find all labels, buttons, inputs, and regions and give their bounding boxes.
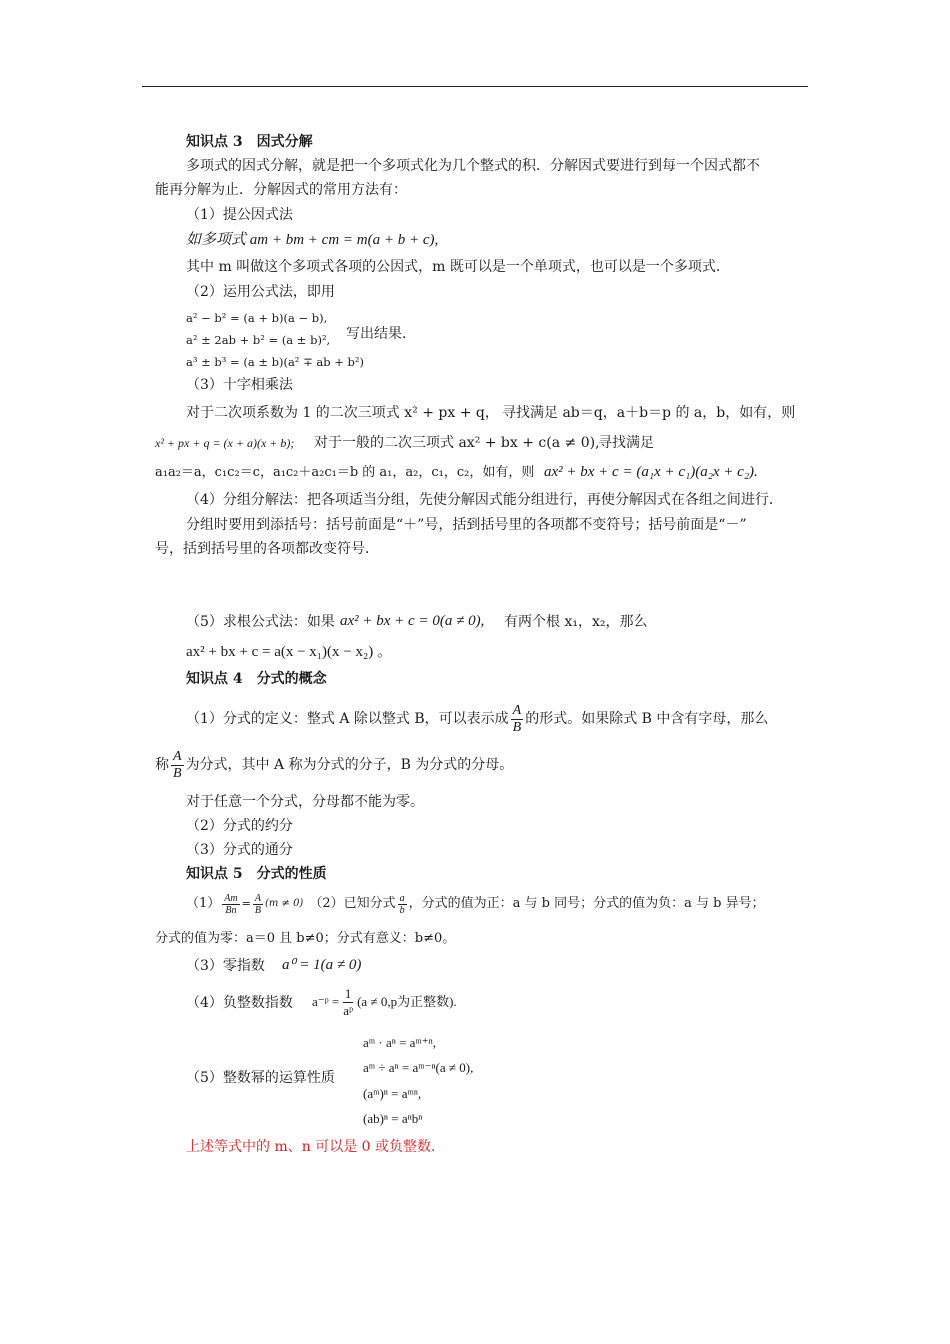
fraction-denominator: aᵖ	[343, 1002, 354, 1018]
k3-method4-line3: 号，括到括号里的各项都改变符号．	[155, 541, 379, 557]
k3-formula-diff-squares: a² − b² = (a + b)(a − b),	[186, 311, 328, 325]
k3-method1-note: 其中 m 叫做这个多项式各项的公因式，m 既可以是一个单项式，也可以是一个多项式．	[186, 259, 730, 275]
k5-power-rule-4: (ab)ⁿ = aⁿbⁿ	[363, 1111, 423, 1126]
fraction-denominator: B	[512, 719, 522, 735]
k3-method3-line3b: ax² + bx + c = (a₁x + c₁)(a₂x + c₂).	[544, 464, 758, 480]
fraction-denominator: b	[399, 904, 405, 916]
fraction-numerator: A	[173, 748, 182, 764]
fraction-denominator: B	[173, 765, 182, 781]
k3-method4-line1: （4）分组分解法：把各项适当分组，先使分解因式能分组进行，再使分解因式在各组之间进行．	[186, 492, 783, 508]
fraction-numerator: A	[254, 892, 261, 904]
k3-formula-cubes: a³ ± b³ = (a ± b)(a² ∓ ab + b²)	[186, 355, 364, 369]
k3-method3-line2b: 对于一般的二次三项式 ax² + bx + c(a ≠ 0),	[314, 435, 600, 451]
k3-method3-line1a: 对于二次项系数为 1 的二次三项式 x² + px + q，	[186, 405, 499, 421]
k3-intro-line1: 多项式的因式分解，就是把一个多项式化为几个整式的积．分解因式要进行到每一个因式都不	[186, 158, 760, 174]
k5-property2-line2: 分式的值为零：a＝0 且 b≠0；分式有意义：b≠0。	[155, 931, 456, 946]
k5-power-rule-2: aᵐ ÷ aⁿ = aᵐ⁻ⁿ(a ≠ 0),	[363, 1060, 474, 1075]
equals-sign: =	[241, 897, 251, 910]
k5-negative-exponent-formula	[312, 982, 457, 1022]
fraction-denominator: B	[254, 904, 261, 916]
k3-method3-line3a: a₁a₂＝a，c₁c₂＝c，a₁c₂＋a₂c₁＝b 的 a₁，a₂，c₁，c₂，如有，则	[155, 465, 535, 480]
k5-red-note: 上述等式中的 m、n 可以是 0 或负整数．	[186, 1139, 445, 1155]
k5-zero-exponent-formula: a⁰ = 1(a ≠ 0)	[282, 957, 362, 973]
k3-intro-line2: 能再分解为止．分解因式的常用方法有：	[155, 182, 407, 198]
k4-def2-text-b: 为分式，其中 A 称为分式的分子，B 为分式的分母。	[185, 757, 514, 773]
k5-power-rule-1: aᵐ · aⁿ = aᵐ⁺ⁿ,	[363, 1035, 436, 1050]
k4-note: 对于任意一个分式，分母都不能为零。	[186, 794, 424, 810]
fraction-numerator: Am	[224, 892, 238, 904]
k5-p2-text: ，分式的值为正：a 与 b 同号；分式的值为负：a 与 b 异号；	[408, 896, 765, 911]
k5-fraction-am-bn	[222, 893, 239, 916]
section-title-k5: 知识点 5 分式的性质	[186, 866, 327, 882]
k5-negative-exponent-label: （4）负整数指数	[186, 995, 293, 1011]
k5-neg-exp-lhs: a⁻ᵖ =	[312, 994, 340, 1009]
k3-method3-line2c: 寻找满足	[598, 435, 654, 451]
k3-method5-line1b: ax² + bx + c = 0(a ≠ 0),	[340, 613, 485, 629]
k4-def2-text-a: 称	[155, 757, 169, 773]
section-title-k3: 知识点 3 因式分解	[186, 134, 313, 150]
fraction-numerator: A	[512, 702, 522, 718]
k3-method4-line2: 分组时要用到添括号：括号前面是“＋”号，括到括号里的各项都不变符号；括号前面是“－”	[186, 517, 747, 533]
header-rule	[142, 86, 808, 87]
k5-p1-condition: (m ≠ 0)	[264, 898, 304, 909]
k5-property1-line	[186, 888, 765, 920]
k5-zero-exponent-label: （3）零指数	[186, 958, 265, 974]
k5-fraction-a-b	[253, 893, 263, 916]
section-title-k4: 知识点 4 分式的概念	[186, 671, 327, 687]
k5-neg-exp-rhs: (a ≠ 0,p为正整数).	[357, 994, 457, 1009]
k5-power-rule-3: (aᵐ)ⁿ = aᵐⁿ,	[363, 1086, 422, 1101]
k3-method2-title: （2）运用公式法，即用	[186, 284, 335, 300]
k3-method3-line2a: x² + px + q = (x + a)(x + b);	[155, 436, 295, 450]
k3-method5-line2: ax² + bx + c = a(x − x₁)(x − x₂) 。	[186, 644, 392, 660]
k4-definition-line1	[186, 700, 768, 738]
k4-fraction-a-over-b	[511, 703, 524, 736]
fraction-numerator: a	[399, 892, 405, 904]
k3-method3-line1b: 寻找满足 ab＝q，a＋b＝p 的 a，b，如有，则	[502, 405, 796, 421]
k3-method3-title: （3）十字相乘法	[186, 377, 293, 393]
k3-method1-title: （1）提公因式法	[186, 207, 293, 223]
k4-item-reduce: （2）分式的约分	[186, 818, 293, 834]
k3-method1-example: 如多项式 am + bm + cm = m(a + b + c),	[186, 232, 439, 248]
k4-definition-line2	[155, 746, 513, 784]
k5-fraction-a-over-b-small	[398, 893, 407, 916]
k4-def-text-b: 的形式。如果除式 B 中含有字母，那么	[525, 711, 769, 727]
k5-p2-label: （2）已知分式	[309, 896, 396, 911]
k4-def-text-a: （1）分式的定义：整式 A 除以整式 B，可以表示成	[186, 711, 509, 727]
k4-fraction-a-over-b-2	[171, 749, 184, 782]
k4-item-common-denominator: （3）分式的通分	[186, 842, 293, 858]
k5-power-rules-label: （5）整数幂的运算性质	[186, 1070, 335, 1086]
k5-fraction-1-over-ap	[341, 986, 355, 1019]
fraction-denominator: Bn	[225, 904, 237, 916]
k3-method5-line1a: （5）求根公式法：如果	[186, 614, 335, 630]
fraction-numerator: 1	[344, 985, 352, 1001]
k3-method2-result: 写出结果．	[346, 326, 416, 342]
k3-formula-perfect-square: a² ± 2ab + b² = (a ± b)²,	[186, 333, 331, 347]
k3-method5-line1c: 有两个根 x₁，x₂，那么	[504, 614, 648, 630]
k5-p1-label: （1）	[186, 896, 221, 911]
